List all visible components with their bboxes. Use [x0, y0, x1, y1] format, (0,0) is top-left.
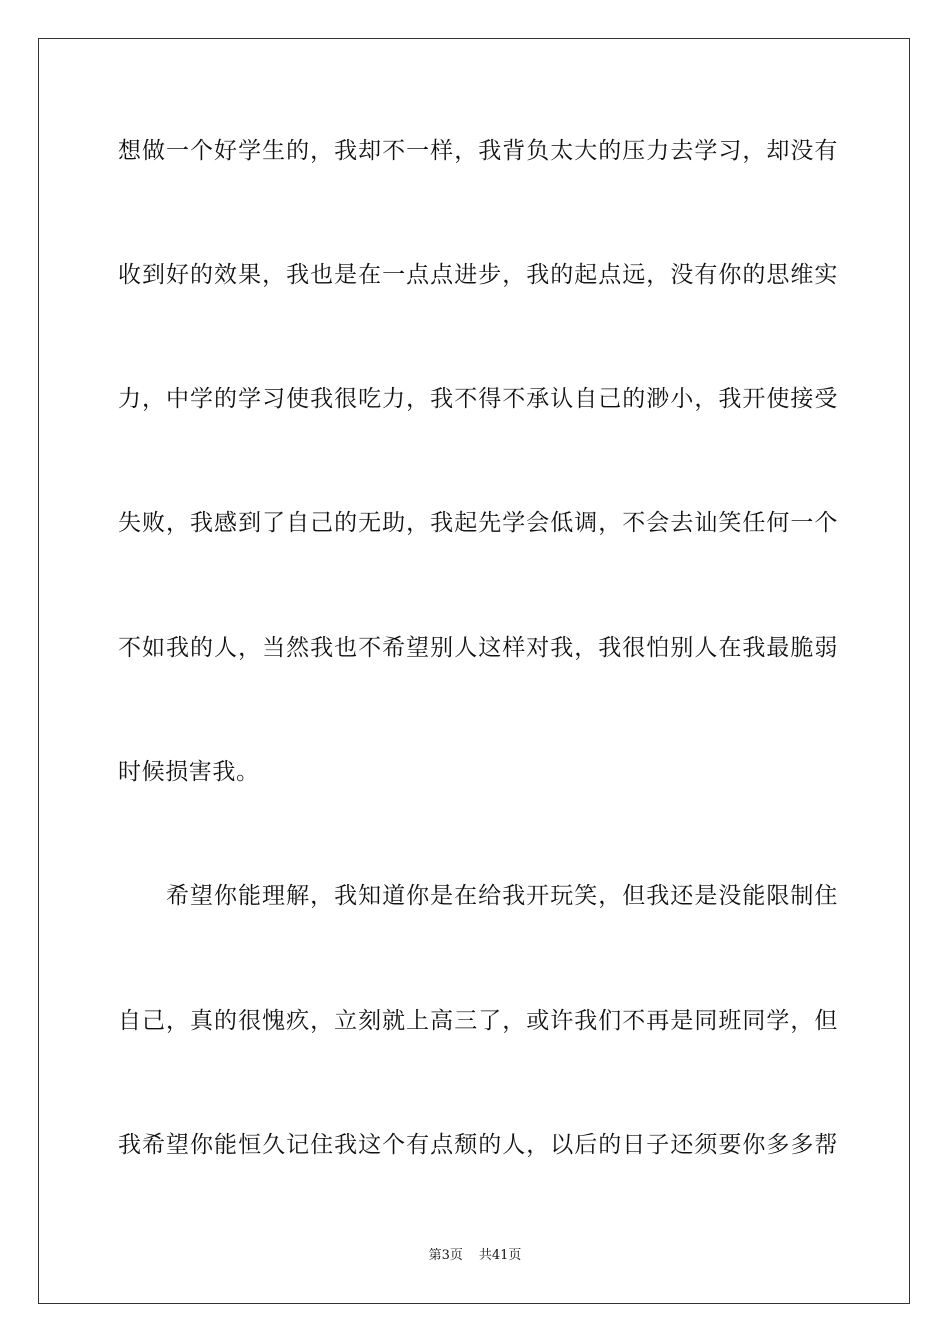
- page-number: 第3页: [428, 1248, 463, 1263]
- page-total: 共41页: [478, 1248, 522, 1263]
- page-footer: [0, 1248, 950, 1264]
- body-text-line: 我希望你能恒久记住我这个有点颓的人，以后的日子还须要你多多帮: [118, 1132, 838, 1158]
- body-text-line: 力，中学的学习使我很吃力，我不得不承认自己的渺小，我开使接受: [118, 386, 838, 412]
- body-text-line: 不如我的人，当然我也不希望别人这样对我，我很怕别人在我最脆弱: [118, 635, 838, 661]
- body-text-line: 想做一个好学生的，我却不一样，我背负太大的压力去学习，却没有: [118, 138, 838, 164]
- body-text-line: 失败，我感到了自己的无助，我起先学会低调，不会去讪笑任何一个: [118, 510, 838, 536]
- body-text-line: 自己，真的很愧疚，立刻就上高三了，或许我们不再是同班同学，但: [118, 1008, 838, 1034]
- paragraph-first-line: 希望你能理解，我知道你是在给我开玩笑，但我还是没能限制住: [166, 883, 838, 909]
- body-text-line: 时候损害我。: [118, 759, 260, 785]
- body-text-line: 收到好的效果，我也是在一点点进步，我的起点远，没有你的思维实: [118, 262, 838, 288]
- page-border: [38, 38, 910, 1304]
